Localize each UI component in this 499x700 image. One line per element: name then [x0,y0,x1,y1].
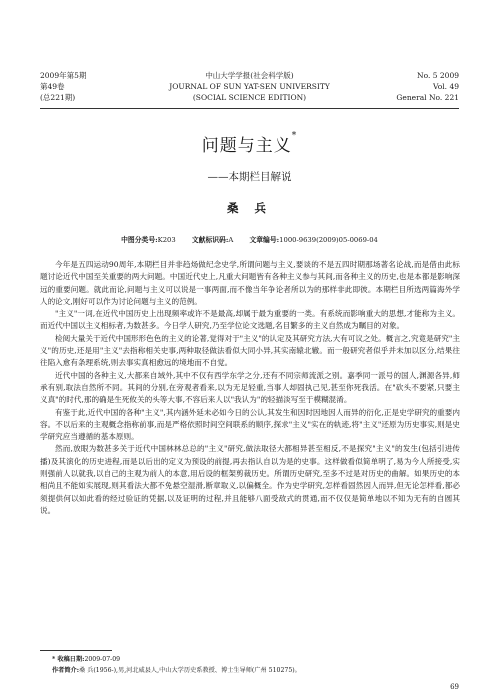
general-number-en: General No. 221 [396,93,459,102]
author-bio-note: 作者简介:桑 兵(1956-),男,河北威县人,中山大学历史系教授、博士生导师(广州 510275)。 [52,667,301,674]
body-paragraph: 今年是五四运动90周年,本期栏目并非趋炀做纪念史学,所谓问题与主义,要谈的不是五四时期那场著名论战,而是借由此标题讨论近代中国至关重要的两大问题。中国近代史上,凡重大问题皆有各种主义参与其间,而各种主义的历史,也是本都是影响深远的重要问题。就此而论,问题与主义可以说是一事两面,而不像当年争论者所以为的那样非此即彼。本期栏目所选两篇海外学人的论文,刚好可以作为讨论问题与主义的范例。 [40,260,460,306]
general-number-line: (总221期) [40,93,76,102]
document-code: 文献标识码:A [191,236,234,244]
volume-en: Vol. 49 [433,82,459,91]
article-title [0,131,499,156]
volume-line: 第49卷 [40,82,65,91]
title-footnote-mark: * [291,131,298,141]
body-paragraph: 有鉴于此,近代中国的各种"主义",其内涵外延未必如今日的公认,其发生和因时因地因人而异的衍化,正是史学研究的重要内容。不以后来的主观概念指称前事,而是严格依照时间空间联系的顺序,探求"主义"实在的轨迹,将"主义"还原为历史事实,则是史学研究应当遵循的基本原则。 [40,407,460,442]
issue-number-en: No. 5 2009 [417,71,459,80]
clc-number: 中图分类号:K203 [121,236,176,244]
running-header [40,70,459,112]
journal-name-cn: 中山大学学报(社会科学版) [205,71,294,80]
journal-edition-en: (SOCIAL SCIENCE EDITION) [192,93,307,102]
body-paragraph: "主义"一词,在近代中国历史上出现频率或许不是最高,却属于最为重要的一类。有系统而影响重大的思想,才能称为主义。而近代中国以主义相标者,为数甚多。今日学人研究,乃至学位论文选题,名目繁多的主义自然成为瞩目的对象。 [40,309,460,331]
journal-name-en: JOURNAL OF SUN YAT-SEN UNIVERSITY [169,82,330,91]
received-date-note: * 收稿日期:2009-07-09 [52,656,121,663]
page-number: 69 [450,683,459,691]
article-title-text: 问题与主义 [201,136,292,156]
body-paragraph: 检阅大量关于近代中国形形色色的主义的论著,觉得对于"主义"的认定及其研究方法,大有可议之处。概言之,究竟是研究"主义"的历史,还是用"主义"去指称相关史事,两种取径做法看似大同小异,其实南辕北辙。而一般研究者似乎并未加以区分,结果往往陷入愈有条理系统,则去事实真相愈远的境地而不自觉。 [40,333,460,368]
body-paragraph: 然而,放眼为数甚多关于近代中国林林总总的"主义"研究,做法取径大都相异甚至相反,不是探究"主义"的发生(包括引进传播)及其演化的历史进程,而是以后出的定义为预设的前提,再去指认自以为是的史事。这样做看似简单明了,易为今人所接受,实则强前人以就我,以自己的主观为前人的本意,用后设的框架剪裁历史。所谓历史研究,至多不过是对历史的曲解。如果历史的本相尚且不能如实展现,则其看法大都不免悬空湿滑,断章取义,以偏概全。作为史学研究,怎样看固然因人而异,但无论怎样看,都必须提供何以如此看的经过验证的凭据,以及证明的过程,并且能够八面受敌式的贯通,而不仅仅是简单地以不知为无有的自圆其说。 [40,444,460,515]
issue-line: 2009年第5期 [40,71,87,80]
header-divider [40,108,459,109]
article-author: 桑 兵 [226,201,272,215]
body-paragraph: 近代中国的各种主义,大都来自域外,其中不仅有西学东学之分,还有不同宗师流派之别。嘉季同一派号的国人,渊源各异,师承有别,取法自然所不同。其间的分别,在旁观者看来,以为无足轻重,当事人却固执己见,甚至你死我活。在"砍头不要紧,只要主义真"的时代,那的确是生死攸关的头等大事,不容后来人以"我认为"的轻描淡写至于模糊混淆。 [40,370,460,405]
article-metadata [0,234,499,244]
article-body [40,259,460,517]
article-number: 文章编号:1000-9639(2009)05-0069-04 [249,236,378,244]
issue-info-en [396,70,459,103]
footnote-divider [40,650,112,651]
article-subtitle: ——本期栏目解说 [207,171,292,183]
